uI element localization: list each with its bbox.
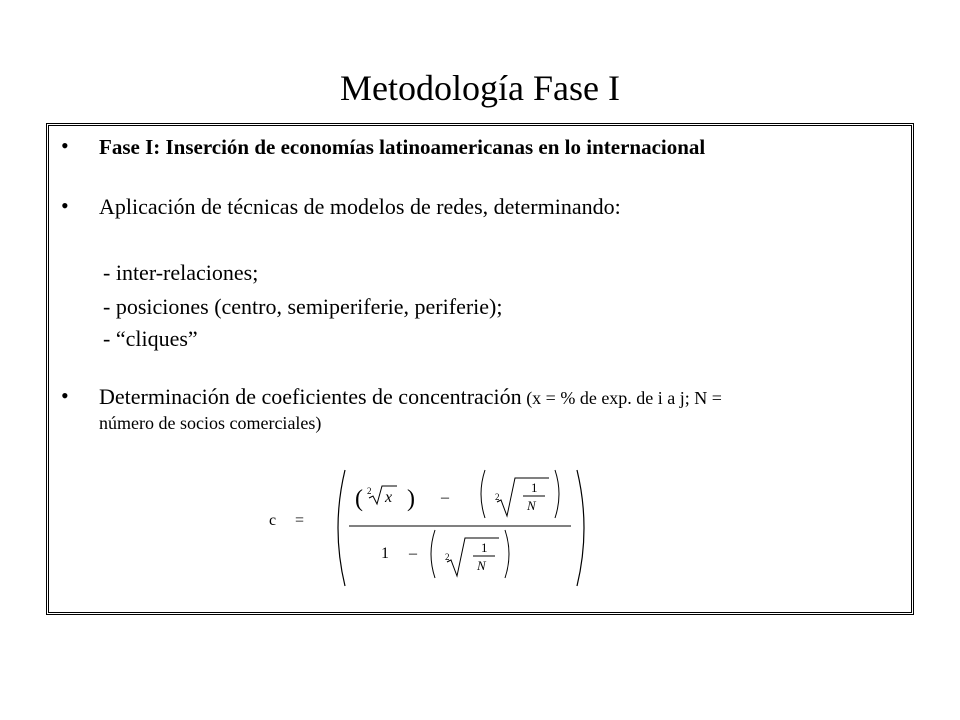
num-root-index: 2 <box>367 486 372 496</box>
bullet-marker: • <box>61 383 69 408</box>
den-one: 1 <box>381 545 389 562</box>
subitem-posiciones: - posiciones (centro, semiperiferie, periferie); <box>103 294 503 319</box>
den-big-paren-right <box>505 530 509 578</box>
den-radical <box>447 538 499 576</box>
bullet-text-aplicacion: Aplicación de técnicas de modelos de redes, determinando: <box>99 194 621 219</box>
content-box <box>46 123 914 615</box>
den-frac-one: 1 <box>481 540 488 555</box>
den-minus: – <box>409 545 417 562</box>
subitem-cliques: - “cliques” <box>103 326 198 351</box>
num-big-paren-left <box>481 470 485 518</box>
num-paren-close: ) <box>407 486 415 512</box>
formula-equals: = <box>295 512 305 529</box>
outer-paren-right <box>577 470 584 586</box>
num-radical <box>369 486 397 504</box>
outer-paren-left <box>338 470 345 586</box>
num-root-index-2: 2 <box>495 492 500 502</box>
num-minus: – <box>441 489 449 506</box>
num-x-var: x <box>385 489 393 506</box>
bullet-text-determinacion <box>99 384 899 435</box>
formula-lhs: c <box>269 512 277 529</box>
formula-svg <box>249 466 609 586</box>
bullet-marker: • <box>61 193 69 218</box>
subitem-inter-relaciones: - inter-relaciones; <box>103 260 259 285</box>
num-frac-n: N <box>527 498 536 513</box>
determinacion-main-text: Determinación de coeficientes de concentración <box>99 384 522 409</box>
den-root-index: 2 <box>445 552 450 562</box>
den-big-paren-left <box>431 530 435 578</box>
slide-title: Metodología Fase I <box>340 68 620 108</box>
bullet-text-fase-i: Fase I: Inserción de economías latinoamericanas en lo internacional <box>99 135 706 159</box>
concentration-formula <box>249 466 609 586</box>
num-paren-open: ( <box>355 486 363 512</box>
den-frac-n: N <box>477 558 486 573</box>
num-big-paren-right <box>555 470 559 518</box>
bullet-marker: • <box>61 133 69 158</box>
num-radical-2 <box>497 478 549 516</box>
determinacion-paren-end: número de socios comerciales) <box>99 413 322 433</box>
determinacion-paren-start: (x = % de exp. de i a j; N = <box>521 388 722 408</box>
num-frac-one: 1 <box>531 480 538 495</box>
